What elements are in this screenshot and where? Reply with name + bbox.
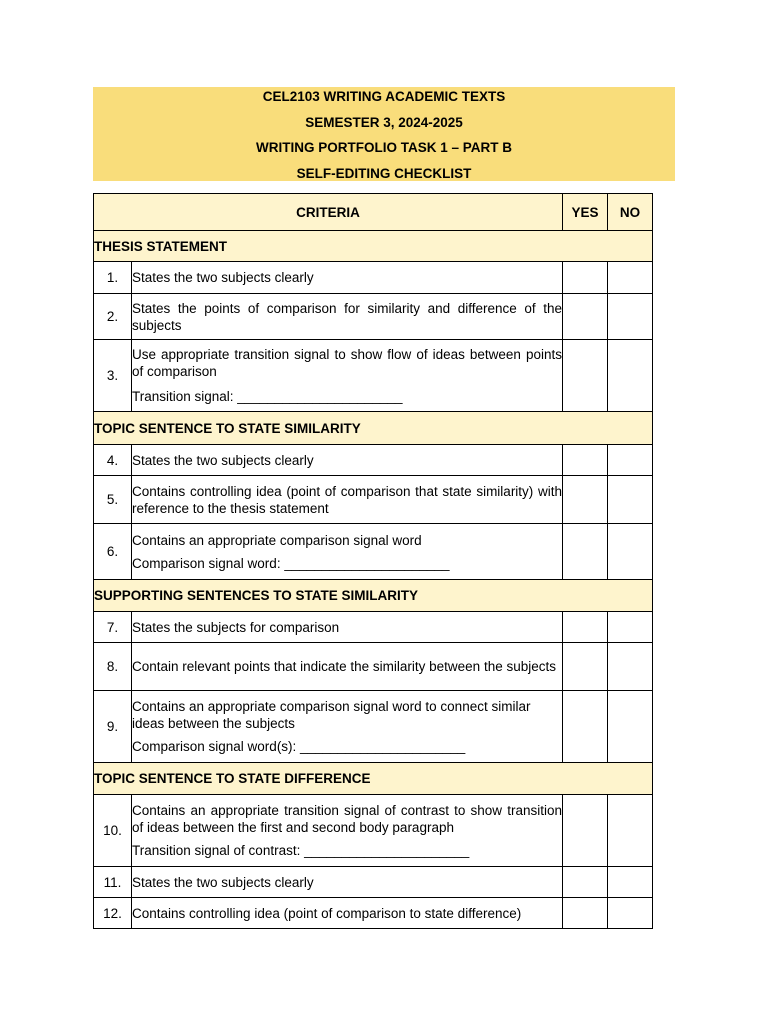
- item-criterion-cell: [132, 795, 563, 867]
- item-number: 5.: [94, 476, 132, 524]
- document-header: [93, 87, 675, 181]
- item-number: 8.: [94, 643, 132, 691]
- checklist-title: SELF-EDITING CHECKLIST: [296, 166, 472, 181]
- item-criterion: States the two subjects clearly: [132, 445, 563, 476]
- table-row: [94, 691, 653, 763]
- item-number: 4.: [94, 445, 132, 476]
- table-row: [94, 898, 653, 929]
- item-number: 11.: [94, 867, 132, 898]
- yes-checkbox-cell[interactable]: [563, 476, 608, 524]
- item-criterion-cell: [132, 524, 563, 580]
- no-checkbox-cell[interactable]: [608, 445, 653, 476]
- item-criterion: Contains controlling idea (point of comparison that state similarity) with reference to the thesis statement: [132, 476, 563, 524]
- table-row: [94, 340, 653, 412]
- table-row: [94, 445, 653, 476]
- section-title: TOPIC SENTENCE TO STATE DIFFERENCE: [94, 763, 653, 795]
- item-criterion: Contains an appropriate transition signal of contrast to show transition of ideas between the first and second body paragraph: [132, 803, 562, 835]
- yes-checkbox-cell[interactable]: [563, 340, 608, 412]
- section-header-row: [94, 412, 653, 445]
- item-criterion: States the two subjects clearly: [132, 262, 563, 294]
- item-number: 7.: [94, 612, 132, 643]
- item-number: 6.: [94, 524, 132, 580]
- no-checkbox-cell[interactable]: [608, 612, 653, 643]
- no-checkbox-cell[interactable]: [608, 795, 653, 867]
- no-column-header: NO: [608, 194, 653, 231]
- item-fill-in-line[interactable]: Transition signal of contrast: ______________________: [132, 843, 470, 858]
- table-row: [94, 612, 653, 643]
- no-checkbox-cell[interactable]: [608, 294, 653, 340]
- section-header-row: [94, 763, 653, 795]
- section-title: TOPIC SENTENCE TO STATE SIMILARITY: [94, 412, 653, 445]
- yes-column-header: YES: [563, 194, 608, 231]
- table-row: [94, 643, 653, 691]
- item-criterion: Contains controlling idea (point of comparison to state difference): [132, 898, 563, 929]
- no-checkbox-cell[interactable]: [608, 262, 653, 294]
- yes-checkbox-cell[interactable]: [563, 294, 608, 340]
- item-number: 3.: [94, 340, 132, 412]
- no-checkbox-cell[interactable]: [608, 691, 653, 763]
- table-row: [94, 867, 653, 898]
- item-number: 9.: [94, 691, 132, 763]
- no-checkbox-cell[interactable]: [608, 867, 653, 898]
- yes-checkbox-cell[interactable]: [563, 691, 608, 763]
- item-criterion-cell: [132, 340, 563, 412]
- table-row: [94, 476, 653, 524]
- item-criterion: States the two subjects clearly: [132, 867, 563, 898]
- item-criterion: Contains an appropriate comparison signal word: [132, 532, 422, 548]
- yes-checkbox-cell[interactable]: [563, 867, 608, 898]
- no-checkbox-cell[interactable]: [608, 898, 653, 929]
- yes-checkbox-cell[interactable]: [563, 262, 608, 294]
- table-row: [94, 262, 653, 294]
- table-header-row: [94, 194, 653, 231]
- yes-checkbox-cell[interactable]: [563, 524, 608, 580]
- section-title: THESIS STATEMENT: [94, 231, 653, 262]
- task-title: WRITING PORTFOLIO TASK 1 – PART B: [256, 140, 512, 155]
- yes-checkbox-cell[interactable]: [563, 643, 608, 691]
- yes-checkbox-cell[interactable]: [563, 795, 608, 867]
- item-number: 1.: [94, 262, 132, 294]
- yes-checkbox-cell[interactable]: [563, 445, 608, 476]
- no-checkbox-cell[interactable]: [608, 476, 653, 524]
- item-fill-in-line[interactable]: Comparison signal word: ______________________: [132, 555, 450, 571]
- section-header-row: [94, 231, 653, 262]
- item-criterion: States the subjects for comparison: [132, 612, 563, 643]
- item-criterion-cell: [132, 691, 563, 763]
- item-criterion: States the points of comparison for similarity and difference of the subjects: [132, 294, 563, 340]
- section-title: SUPPORTING SENTENCES TO STATE SIMILARITY: [94, 580, 653, 612]
- section-header-row: [94, 580, 653, 612]
- item-fill-in-line[interactable]: Comparison signal word(s): ______________________: [132, 739, 466, 754]
- self-editing-checklist-table: [93, 193, 653, 929]
- item-criterion: Contains an appropriate comparison signal word to connect similar ideas between the subjects: [132, 699, 531, 731]
- semester-label: SEMESTER 3, 2024-2025: [305, 115, 463, 130]
- no-checkbox-cell[interactable]: [608, 340, 653, 412]
- no-checkbox-cell[interactable]: [608, 643, 653, 691]
- table-row: [94, 795, 653, 867]
- table-row: [94, 294, 653, 340]
- criteria-column-header: CRITERIA: [94, 194, 563, 231]
- no-checkbox-cell[interactable]: [608, 524, 653, 580]
- table-row: [94, 524, 653, 580]
- course-title: CEL2103 WRITING ACADEMIC TEXTS: [262, 89, 506, 104]
- item-number: 10.: [94, 795, 132, 867]
- yes-checkbox-cell[interactable]: [563, 612, 608, 643]
- item-criterion: Contain relevant points that indicate the similarity between the subjects: [132, 643, 563, 691]
- item-number: 12.: [94, 898, 132, 929]
- yes-checkbox-cell[interactable]: [563, 898, 608, 929]
- item-criterion: Use appropriate transition signal to show flow of ideas between points of comparison: [132, 347, 562, 379]
- item-fill-in-line[interactable]: Transition signal: ______________________: [132, 389, 403, 404]
- item-number: 2.: [94, 294, 132, 340]
